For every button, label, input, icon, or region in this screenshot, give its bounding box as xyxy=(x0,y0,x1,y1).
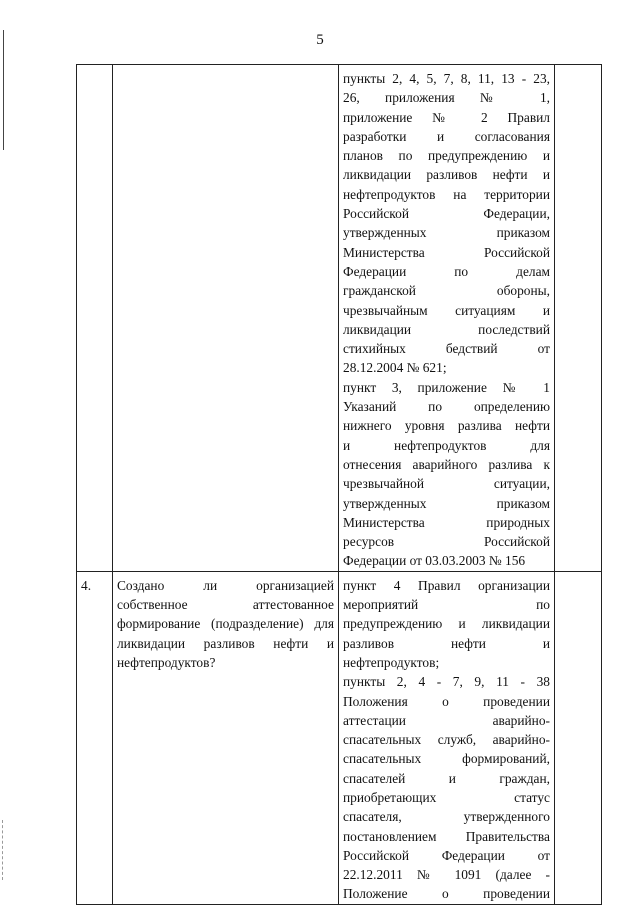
text-line: Министерства природных xyxy=(343,514,550,530)
text-line: 22.12.2011 № 1091 (далее - xyxy=(343,867,550,883)
text-line: постановлением Правительства xyxy=(343,828,550,844)
text-line: пункт 3, приложение № 1 xyxy=(343,379,550,395)
text-line: утвержденных приказом xyxy=(343,495,550,511)
note-cell xyxy=(555,65,602,572)
text-line: 26, приложения № 1, xyxy=(343,90,550,106)
text-line: спасателя, утвержденного xyxy=(343,809,550,825)
text-line: аттестации аварийно- xyxy=(343,712,550,728)
page-number: 5 xyxy=(316,32,324,48)
scan-edge-mark xyxy=(2,820,6,880)
note-cell xyxy=(555,571,602,904)
reference-cell xyxy=(339,65,555,572)
text-line: чрезвычайной ситуации, xyxy=(343,476,550,492)
table-row xyxy=(77,65,602,572)
text-line: спасательных формирований, xyxy=(343,751,550,767)
question-cell: Создано ли организацией собственное аттестованное формирование (подразделение) для ликвидации разливов нефти и нефтепродуктов? xyxy=(113,571,339,904)
row-number-cell: 4. xyxy=(77,571,113,904)
text-line: разработки и согласования xyxy=(343,128,550,144)
reference-text xyxy=(343,576,550,904)
text-line: Российской Федерации от xyxy=(343,847,550,863)
text-line: Указаний по определению xyxy=(343,399,550,415)
text-line: приложение № 2 Правил xyxy=(343,109,550,125)
text-line: ликвидации последствий xyxy=(343,321,550,337)
text-line: планов по предупреждению и xyxy=(343,148,550,164)
row-number-cell xyxy=(77,65,113,572)
text-line: гражданской обороны, xyxy=(343,283,550,299)
text-line: ликвидации разливов нефти и xyxy=(343,167,550,183)
text-line: и нефтепродуктов для xyxy=(343,437,550,453)
text-line: отнесения аварийного разлива к xyxy=(343,456,550,472)
checklist-table xyxy=(76,64,602,905)
text-line: Положение о проведении xyxy=(343,886,550,902)
text-line: пункты 2, 4, 5, 7, 8, 11, 13 - 23, xyxy=(343,71,550,86)
reference-cell xyxy=(339,571,555,904)
text-line: Российской Федерации, xyxy=(343,206,550,222)
text-line: утвержденных приказом xyxy=(343,225,550,241)
text-line: 28.12.2004 № 621; xyxy=(343,360,447,376)
text-line: нижнего уровня разлива нефти xyxy=(343,418,550,434)
text-line: нефтепродуктов; xyxy=(343,654,440,670)
text-line: спасателей и граждан, xyxy=(343,770,550,786)
text-line: Федерации от 03.03.2003 № 156 xyxy=(343,553,526,569)
text-line: разливов нефти и xyxy=(343,635,550,651)
text-line: стихийных бедствий от xyxy=(343,341,550,357)
question-cell xyxy=(113,65,339,572)
text-line: чрезвычайным ситуациям и xyxy=(343,302,550,318)
text-line: предупреждению и ликвидации xyxy=(343,616,550,632)
reference-text xyxy=(343,69,550,571)
text-line: спасательных служб, аварийно- xyxy=(343,732,550,748)
text-line: Министерства Российской xyxy=(343,244,550,260)
text-line: мероприятий по xyxy=(343,597,550,613)
text-line: Положения о проведении xyxy=(343,693,550,709)
text-line: ресурсов Российской xyxy=(343,534,550,550)
text-line: пункты 2, 4 - 7, 9, 11 - 38 xyxy=(343,674,550,690)
text-line: Федерации по делам xyxy=(343,263,550,279)
text-line: пункт 4 Правил организации xyxy=(343,577,550,593)
table-row xyxy=(77,571,602,904)
text-line: приобретающих статус xyxy=(343,789,550,805)
text-line: нефтепродуктов на территории xyxy=(343,186,550,202)
